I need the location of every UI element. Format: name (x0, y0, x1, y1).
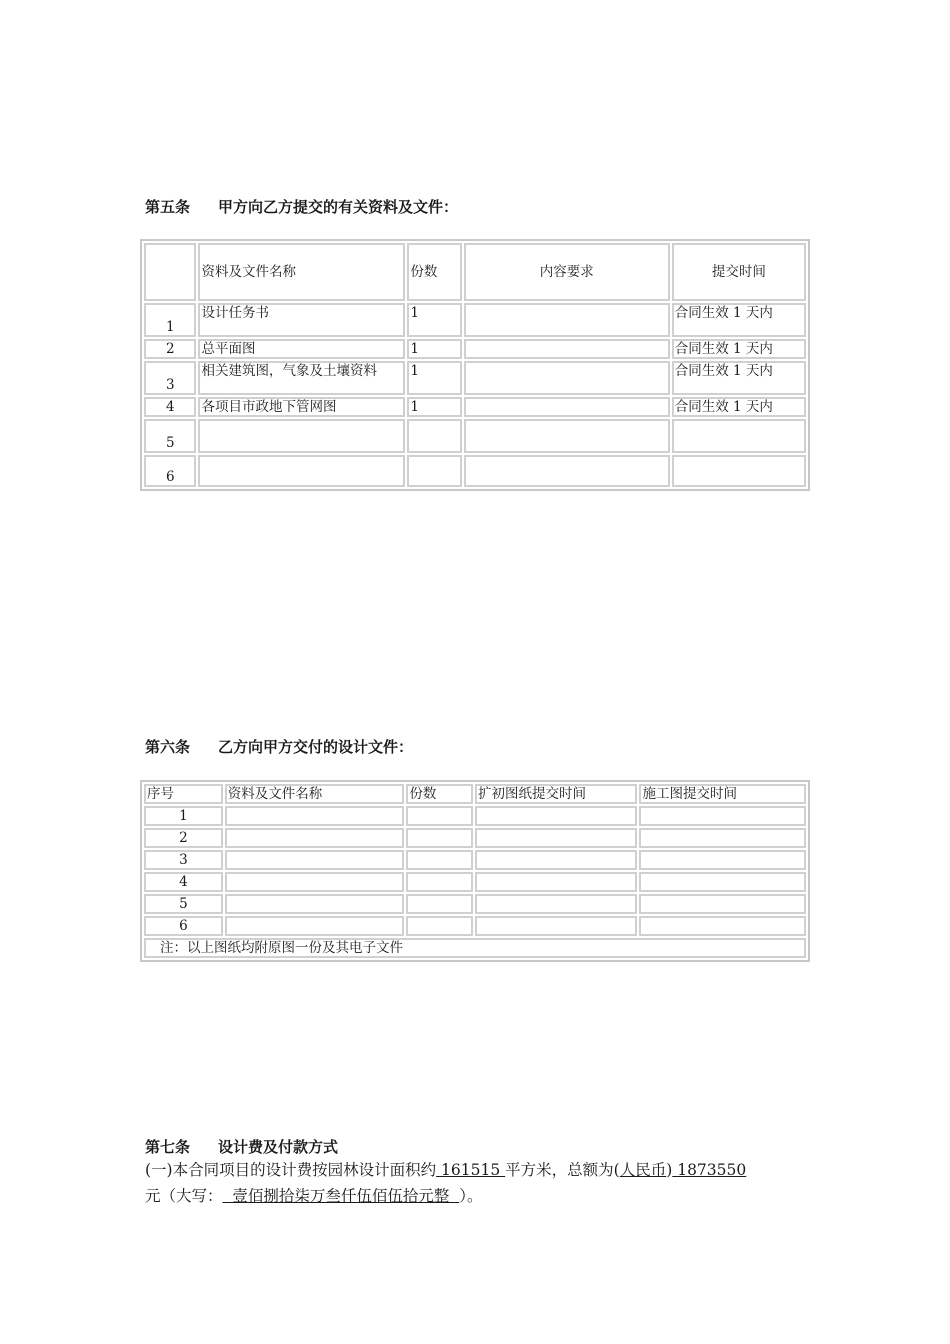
header-cell-name: 资料及文件名称 (225, 784, 405, 804)
row-requirements (464, 303, 670, 337)
row-name (225, 850, 405, 870)
table-row (144, 828, 806, 848)
table-row (144, 894, 806, 914)
table-row (144, 419, 806, 453)
row-requirements (464, 397, 670, 417)
row-construction-time (639, 850, 806, 870)
row-preliminary-time (475, 894, 637, 914)
row-copies (406, 850, 473, 870)
row-copies: 1 (407, 339, 462, 359)
table-row (144, 361, 806, 395)
row-index: 1 (144, 303, 196, 337)
row-index: 5 (144, 894, 223, 914)
row-index: 2 (144, 828, 223, 848)
fee-text-prefix: (一)本合同项目的设计费按园林设计面积约 (145, 1161, 437, 1179)
header-cell-copies: 份数 (406, 784, 473, 804)
row-index: 3 (144, 361, 196, 395)
row-construction-time (639, 894, 806, 914)
header-cell-requirements: 内容要求 (464, 243, 670, 301)
header-cell-index: 序号 (144, 784, 223, 804)
row-copies (406, 894, 473, 914)
row-name: 各项目市政地下管网图 (198, 397, 405, 417)
fee-paragraph-line2 (145, 1184, 483, 1206)
row-copies: 1 (407, 361, 462, 395)
article7-title: 设计费及付款方式 (218, 1138, 339, 1156)
table-header-row (144, 784, 806, 804)
article7-heading (145, 1136, 338, 1157)
row-index: 2 (144, 339, 196, 359)
article6-title: 乙方向甲方交付的设计文件： (218, 738, 414, 756)
article5-title: 甲方向乙方提交的有关资料及文件： (218, 198, 459, 216)
row-construction-time (639, 872, 806, 892)
table-row (144, 303, 806, 337)
table-note: 注：以上图纸均附原图一份及其电子文件 (144, 938, 806, 958)
table-row (144, 872, 806, 892)
currency-value: 人民币 (619, 1161, 667, 1179)
table-row (144, 806, 806, 826)
article5-table (140, 239, 810, 491)
row-construction-time (639, 828, 806, 848)
row-index: 6 (144, 455, 196, 487)
article6-heading (145, 736, 413, 757)
row-name (225, 828, 405, 848)
row-preliminary-time (475, 872, 637, 892)
row-requirements (464, 455, 670, 487)
row-requirements (464, 339, 670, 359)
row-copies: 1 (407, 303, 462, 337)
table-header-row (144, 243, 806, 301)
total-amount-value: 1873550 (672, 1161, 747, 1179)
header-cell-preliminary-time: 扩初图纸提交时间 (475, 784, 637, 804)
row-index: 3 (144, 850, 223, 870)
row-copies (406, 806, 473, 826)
row-name (225, 916, 405, 936)
row-index: 6 (144, 916, 223, 936)
fee-text-mid: 平方米，总额为( (505, 1161, 620, 1179)
row-submit-time: 合同生效 1 天内 (672, 397, 806, 417)
row-copies (406, 916, 473, 936)
amount-words-suffix: ）。 (459, 1187, 483, 1205)
design-area-value: 161515 (436, 1161, 506, 1179)
row-name (225, 894, 405, 914)
table-row (144, 455, 806, 487)
article5-number: 第五条 (145, 198, 191, 216)
row-copies (406, 828, 473, 848)
table-row (144, 916, 806, 936)
article5-heading (145, 196, 458, 217)
article7-number: 第七条 (145, 1138, 191, 1156)
row-preliminary-time (475, 806, 637, 826)
row-index: 1 (144, 806, 223, 826)
row-preliminary-time (475, 828, 637, 848)
header-cell-name: 资料及文件名称 (198, 243, 405, 301)
header-cell-copies: 份数 (407, 243, 462, 301)
row-copies (406, 872, 473, 892)
amount-in-words-value: 壹佰捌拾柒万叁仟伍佰伍拾元整 (222, 1187, 460, 1205)
row-index: 4 (144, 397, 196, 417)
row-index: 5 (144, 419, 196, 453)
row-preliminary-time (475, 850, 637, 870)
table-row (144, 339, 806, 359)
row-index: 4 (144, 872, 223, 892)
table-note-row (144, 938, 806, 958)
row-submit-time (672, 455, 806, 487)
row-name: 相关建筑图，气象及土壤资料 (198, 361, 405, 395)
row-copies: 1 (407, 397, 462, 417)
row-submit-time: 合同生效 1 天内 (672, 303, 806, 337)
article6-number: 第六条 (145, 738, 191, 756)
header-cell-index (144, 243, 196, 301)
header-cell-construction-time: 施工图提交时间 (639, 784, 806, 804)
fee-text-close: ) (666, 1161, 673, 1179)
row-copies (407, 455, 462, 487)
row-copies (407, 419, 462, 453)
row-preliminary-time (475, 916, 637, 936)
article6-table (140, 780, 810, 962)
header-cell-submit-time: 提交时间 (672, 243, 806, 301)
row-construction-time (639, 916, 806, 936)
row-name: 总平面图 (198, 339, 405, 359)
row-submit-time (672, 419, 806, 453)
row-submit-time: 合同生效 1 天内 (672, 361, 806, 395)
fee-paragraph-line1 (145, 1158, 746, 1180)
table-row (144, 397, 806, 417)
row-construction-time (639, 806, 806, 826)
row-name (198, 419, 405, 453)
table-row (144, 850, 806, 870)
row-requirements (464, 361, 670, 395)
row-submit-time: 合同生效 1 天内 (672, 339, 806, 359)
row-name (225, 806, 405, 826)
amount-words-prefix: 元（大写： (145, 1187, 223, 1205)
row-name (225, 872, 405, 892)
row-name (198, 455, 405, 487)
row-name: 设计任务书 (198, 303, 405, 337)
row-requirements (464, 419, 670, 453)
